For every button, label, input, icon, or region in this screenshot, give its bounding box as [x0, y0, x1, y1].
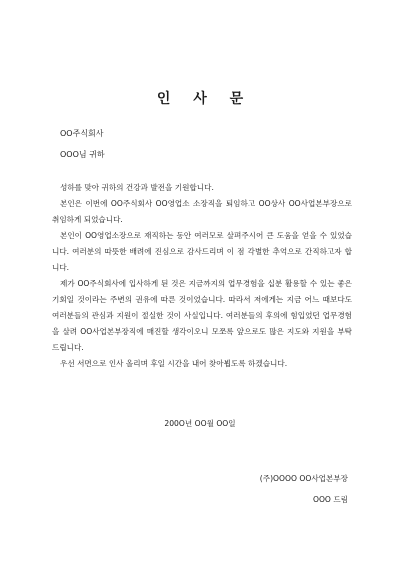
paragraph-closing: 우선 서면으로 인사 올리며 후일 시간을 내어 찾아뵙도록 하겠습니다.	[60, 359, 288, 368]
paragraph-greeting: 성하를 맞아 귀하의 건강과 발전을 기원합니다.	[60, 183, 214, 192]
signature-name: OOO 드림	[312, 495, 348, 504]
recipient-person: OOO님 귀하	[60, 150, 105, 159]
paragraph-announcement: 본인은 이번에 OO주식회사 OO영업소 소장직을 퇴임하고 OO상사 OO사업본부장으로 취임하게 되었습니다.	[52, 199, 352, 224]
paragraph-request: 제가 OO주식회사에 입사하게 된 것은 지금까지의 업무경험을 십분 활용할 수 있는 좋은 기회일 것이라는 주변의 권유에 따른 것이었습니다. 따라서 저에게는 지금 어느 때보다도 여러분들의 관심과 지원이 절실한 것이 사실입니다. 여러분들의 후의에 힘입었던 업무경험을 살려 OO사업본부장직에 매진할 생각이오니 모쪼록 앞으로도 많은 지도와 지원을 부탁드립니다.	[52, 279, 352, 352]
letter-body	[52, 180, 352, 372]
letter-date: 200O년 OO월 OO일	[164, 419, 236, 428]
paragraph-gratitude: 본인이 OO영업소장으로 재직하는 동안 여러모로 살펴주시어 큰 도움을 얻을 수 있었습니다. 여러분의 따뜻한 배려에 진심으로 감사드리며 이 점 각별한 추억으로 간직하고자 합니다.	[52, 231, 352, 272]
recipient-company: OO주식회사	[60, 129, 104, 138]
document-title: 인 사 문	[156, 91, 253, 107]
signature-organization: (주)OOOO OO사업본부장	[259, 474, 348, 483]
